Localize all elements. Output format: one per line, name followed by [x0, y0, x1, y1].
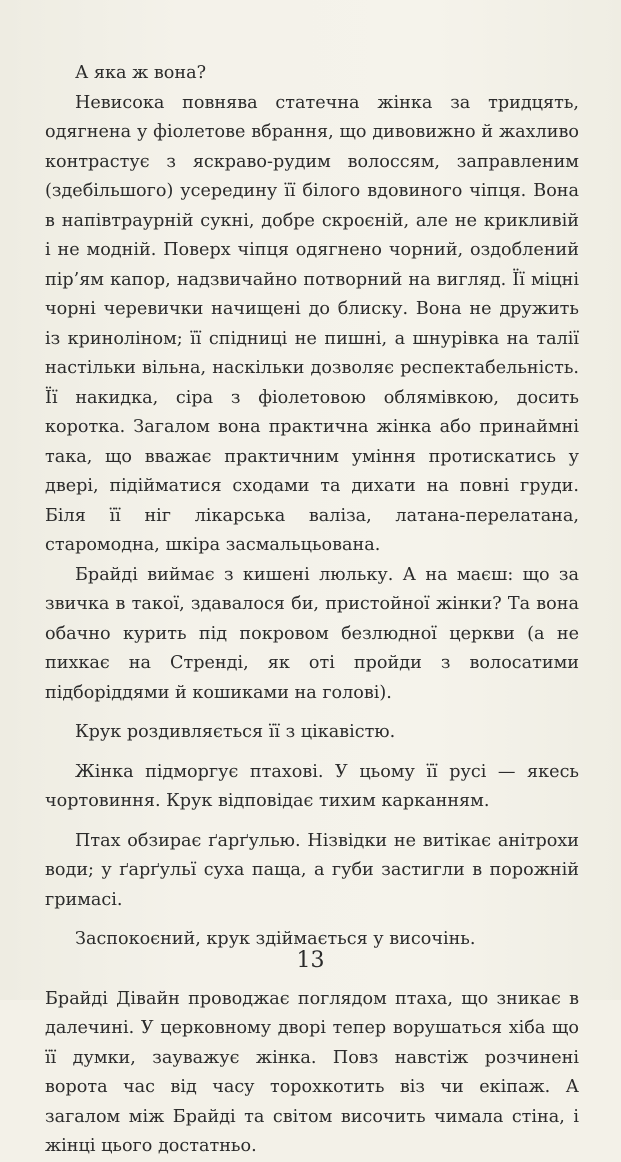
body-text — [45, 59, 579, 1162]
paragraph-7: Заспокоєний, крук здіймається у височінь. — [75, 929, 476, 949]
paragraph-1: А яка ж вона? — [75, 63, 207, 83]
paragraph-6: Птах обзирає ґарґулью. Нізвідки не витікає анітрохи води; у ґарґульї суха паща, а губи застигли в порожній гримасі. — [45, 830, 579, 910]
paragraph-4: Крук роздивляється її з цікавістю. — [75, 722, 396, 742]
paragraph-2: Невисока повнява статечна жінка за тридцять, одягнена у фіолетове вбрання, що дивовижно й жахливо контрастує з яскраво-рудим волоссям, заправленим (здебільшого) усередину її білого вдовиного чіпця. Вона в напівтраурній сукні, добре скроєній, але не крикливій і не модній. Поверх чіпця одягнено чорний, оздоблений пір’ям капор, надзвичайно потворний на вигляд. Її міцні чорні черевички начищені до блиску. Вона не дружить із криноліном; її спідниці не пишні, а шнурівка на талії настільки вільна, наскільки дозволяє респектабельність. Її накидка, сіра з фіолетовою облямівкою, досить коротка. Загалом вона практична жінка або принаймні така, що вважає практичним уміння протискатись у двері, підійматися сходами та дихати на повні груди. Біля її ніг лікарська валіза, латана-перелатана, старомодна, шкіра засмальцьована. — [45, 92, 579, 555]
paragraph-3: Брайді виймає з кишені люльку. А на маєш: що за звичка в такої, здавалося би, пристойної жінки? Та вона обачно курить під покровом безлюдної церкви (а не пихкає на Стренді, як оті пройди з волосатими підборіддями й кошиками на голові). — [45, 564, 579, 703]
paragraph-5: Жінка підморгує птахові. У цьому її русі — якесь чортовиння. Крук відповідає тихим карканням. — [45, 761, 579, 811]
paragraph-8: Брайді Дівайн проводжає поглядом птаха, що зникає в далечині. У церковному дворі тепер ворушаться хіба що її думки, зауважує жінка. Повз навстіж розчинені ворота час від часу торохкотить віз чи екіпаж. А загалом між Брайді та світом височить чимала стіна, і жінці цього достатньо. — [45, 988, 579, 1156]
page-number: 13 — [296, 948, 325, 973]
